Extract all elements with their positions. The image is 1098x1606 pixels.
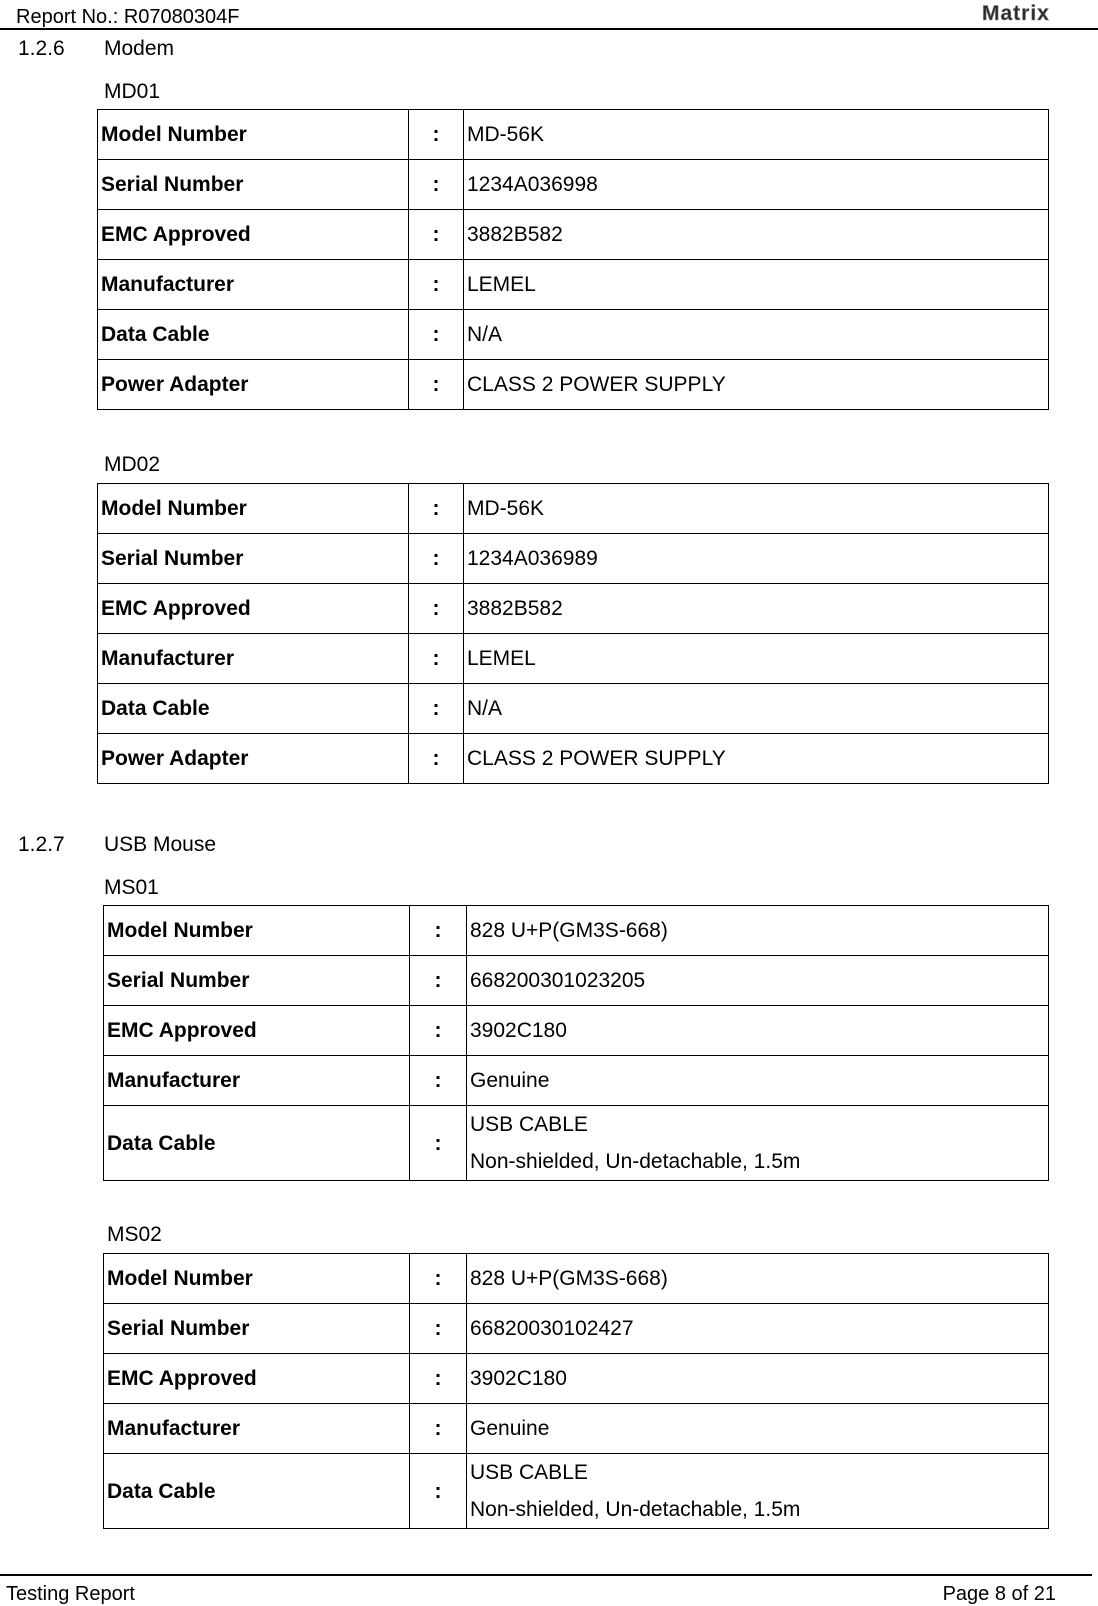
table-row xyxy=(98,534,1049,584)
section-title: USB Mouse xyxy=(104,833,217,856)
row-value xyxy=(467,1106,1049,1181)
value-line: Non-shielded, Un-detachable, 1.5m xyxy=(470,1498,801,1521)
device-label: MS02 xyxy=(107,1223,162,1246)
table-row xyxy=(104,1056,1049,1106)
row-label: Data Cable xyxy=(98,310,409,360)
device-label: MS01 xyxy=(104,876,159,899)
footer-title: Testing Report xyxy=(6,1583,135,1605)
table-row xyxy=(98,260,1049,310)
table-row xyxy=(104,1404,1049,1454)
section-number: 1.2.6 xyxy=(18,37,65,60)
row-colon: : xyxy=(409,734,464,784)
row-label: Model Number xyxy=(98,484,409,534)
row-value: Genuine xyxy=(467,1404,1049,1454)
row-value: LEMEL xyxy=(464,260,1049,310)
row-label: EMC Approved xyxy=(98,584,409,634)
section-number: 1.2.7 xyxy=(18,833,65,856)
row-label: EMC Approved xyxy=(104,1354,410,1404)
table-row xyxy=(104,1454,1049,1529)
row-value: CLASS 2 POWER SUPPLY xyxy=(464,734,1049,784)
table-row xyxy=(104,1304,1049,1354)
table-row xyxy=(104,1354,1049,1404)
row-colon: : xyxy=(410,1454,467,1529)
table-row xyxy=(98,584,1049,634)
table-row xyxy=(98,160,1049,210)
row-value: N/A xyxy=(464,310,1049,360)
row-colon: : xyxy=(410,1106,467,1181)
row-colon: : xyxy=(410,906,467,956)
row-colon: : xyxy=(410,956,467,1006)
row-label: Data Cable xyxy=(104,1106,410,1181)
row-colon: : xyxy=(409,634,464,684)
row-value: CLASS 2 POWER SUPPLY xyxy=(464,360,1049,410)
row-value: 66820030102427 xyxy=(467,1304,1049,1354)
row-value: 828 U+P(GM3S-668) xyxy=(467,906,1049,956)
footer-divider xyxy=(0,1574,1092,1576)
page-number: Page 8 of 21 xyxy=(942,1583,1056,1605)
row-value: N/A xyxy=(464,684,1049,734)
row-colon: : xyxy=(409,260,464,310)
row-label: Manufacturer xyxy=(104,1404,410,1454)
row-colon: : xyxy=(409,584,464,634)
row-label: Model Number xyxy=(98,110,409,160)
device-label: MD02 xyxy=(104,453,161,476)
row-label: Model Number xyxy=(104,906,410,956)
row-value: Genuine xyxy=(467,1056,1049,1106)
row-colon: : xyxy=(410,1304,467,1354)
row-value: MD-56K xyxy=(464,110,1049,160)
row-label: Data Cable xyxy=(104,1454,410,1529)
value-line: USB CABLE xyxy=(470,1461,588,1484)
row-value: 3902C180 xyxy=(467,1006,1049,1056)
row-colon: : xyxy=(409,210,464,260)
table-row xyxy=(98,110,1049,160)
table-row xyxy=(104,1006,1049,1056)
row-colon: : xyxy=(410,1006,467,1056)
table-row xyxy=(104,956,1049,1006)
row-value: 828 U+P(GM3S-668) xyxy=(467,1254,1049,1304)
table-row xyxy=(98,210,1049,260)
device-spec-table xyxy=(103,1253,1049,1529)
row-colon: : xyxy=(409,534,464,584)
table-row xyxy=(98,634,1049,684)
row-colon: : xyxy=(410,1354,467,1404)
row-colon: : xyxy=(410,1404,467,1454)
row-label: Power Adapter xyxy=(98,734,409,784)
logo-text: Matrix xyxy=(982,2,1050,25)
row-label: Manufacturer xyxy=(98,260,409,310)
row-value: MD-56K xyxy=(464,484,1049,534)
table-row xyxy=(98,684,1049,734)
table-row xyxy=(104,906,1049,956)
row-label: Serial Number xyxy=(104,1304,410,1354)
row-value xyxy=(467,1454,1049,1529)
company-logo xyxy=(982,0,1086,26)
table-row xyxy=(98,484,1049,534)
row-label: Manufacturer xyxy=(98,634,409,684)
device-spec-table xyxy=(97,109,1049,410)
row-colon: : xyxy=(409,360,464,410)
row-label: Model Number xyxy=(104,1254,410,1304)
row-label: Serial Number xyxy=(98,534,409,584)
row-colon: : xyxy=(409,484,464,534)
row-colon: : xyxy=(410,1056,467,1106)
row-label: Serial Number xyxy=(104,956,410,1006)
table-row xyxy=(104,1106,1049,1181)
row-value: 3882B582 xyxy=(464,584,1049,634)
device-label: MD01 xyxy=(104,80,161,103)
row-value: 668200301023205 xyxy=(467,956,1049,1006)
section-title: Modem xyxy=(104,37,175,60)
row-value: 1234A036998 xyxy=(464,160,1049,210)
header-divider xyxy=(0,28,1098,30)
row-colon: : xyxy=(409,110,464,160)
row-label: Manufacturer xyxy=(104,1056,410,1106)
row-colon: : xyxy=(409,684,464,734)
row-label: Data Cable xyxy=(98,684,409,734)
row-value: 3902C180 xyxy=(467,1354,1049,1404)
row-label: Serial Number xyxy=(98,160,409,210)
table-row xyxy=(98,734,1049,784)
row-value: LEMEL xyxy=(464,634,1049,684)
row-colon: : xyxy=(409,160,464,210)
table-row xyxy=(104,1254,1049,1304)
table-row xyxy=(98,310,1049,360)
row-value: 1234A036989 xyxy=(464,534,1049,584)
report-number: Report No.: R07080304F xyxy=(16,6,240,28)
row-colon: : xyxy=(410,1254,467,1304)
device-spec-table xyxy=(103,905,1049,1181)
row-colon: : xyxy=(409,310,464,360)
row-value: 3882B582 xyxy=(464,210,1049,260)
device-spec-table xyxy=(97,483,1049,784)
value-line: Non-shielded, Un-detachable, 1.5m xyxy=(470,1150,801,1173)
value-line: USB CABLE xyxy=(470,1113,588,1136)
row-label: EMC Approved xyxy=(104,1006,410,1056)
table-row xyxy=(98,360,1049,410)
row-label: Power Adapter xyxy=(98,360,409,410)
row-label: EMC Approved xyxy=(98,210,409,260)
